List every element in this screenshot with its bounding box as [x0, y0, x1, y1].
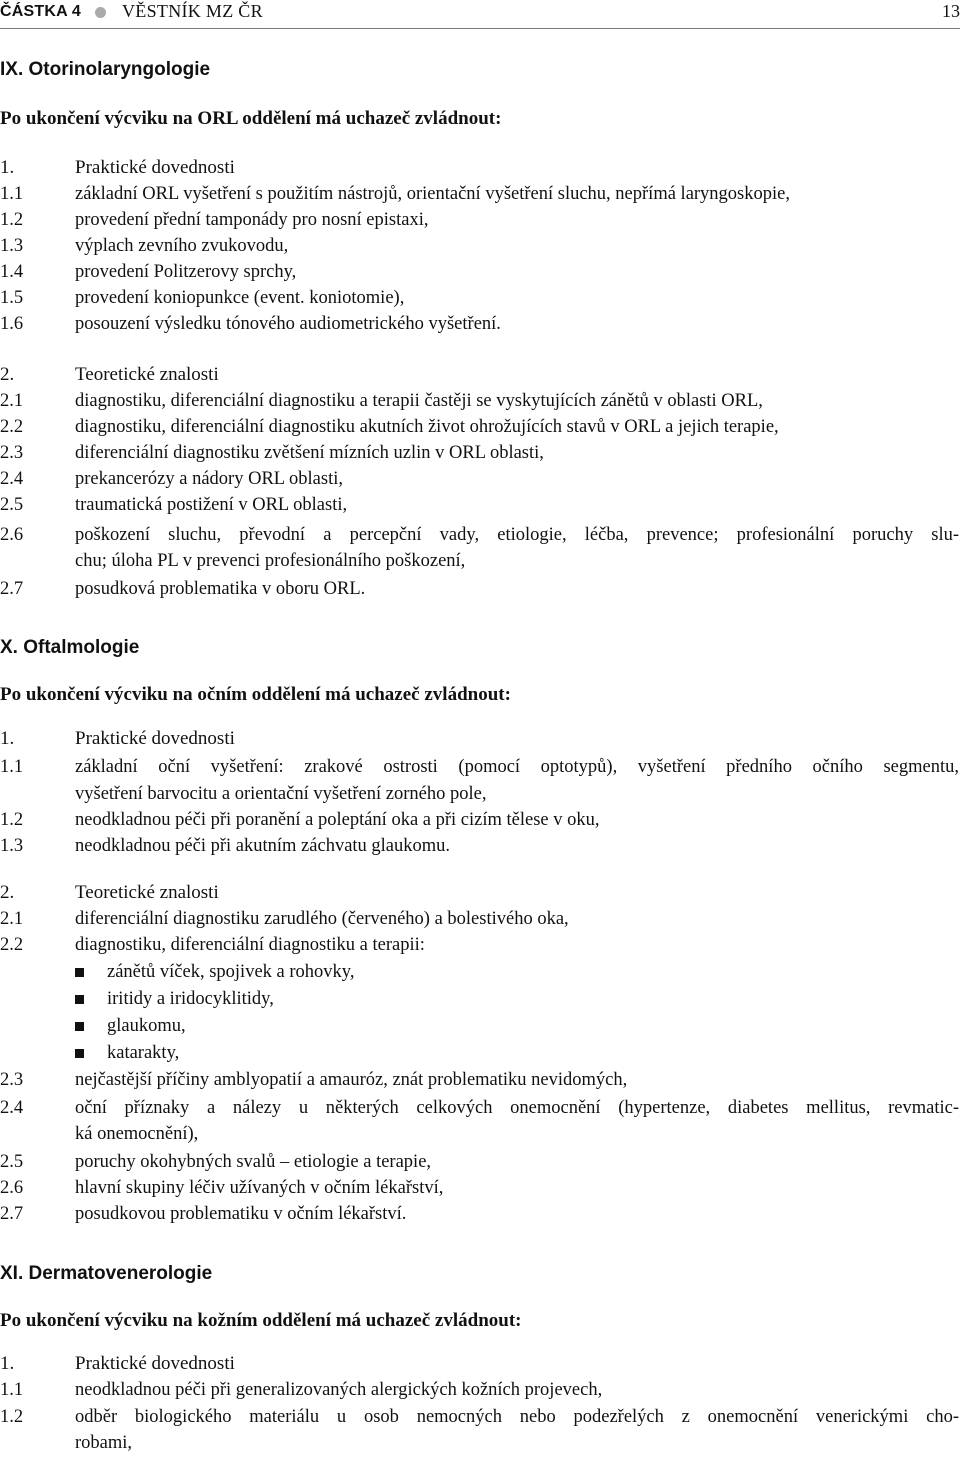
bullet-dot-icon	[95, 7, 106, 18]
list-item-continuation: chu; úloha PL v prevenci profesionálního poškození,	[75, 551, 466, 571]
list-item-continuation: robami,	[75, 1433, 133, 1453]
subsection-heading: 1. Praktické dovednosti	[0, 1353, 235, 1374]
list-item-continuation: vyšetření barvocitu a orientační vyšetření zorného pole,	[75, 784, 487, 804]
list-item: 2.7 posudková problematika v oboru ORL.	[0, 579, 366, 599]
section-title-derm: XI. Dermatovenerologie	[0, 1263, 213, 1284]
list-item: 2.3 diferenciální diagnostiku zvětšení mízních uzlin v ORL oblasti,	[0, 443, 544, 463]
section-title-oft: X. Oftalmologie	[0, 637, 140, 658]
list-item: 1.3 neodkladnou péči při akutním záchvatu glaukomu.	[0, 836, 451, 856]
list-item: 2.6 poškození sluchu, převodní a percepční vady, etiologie, léčba, prevence; profesionální poruchy slu-	[0, 525, 959, 545]
square-bullet-icon	[75, 968, 84, 977]
square-bullet-icon	[75, 1049, 84, 1058]
section-intro-oft: Po ukončení výcviku na očním oddělení má uchazeč zvládnout:	[0, 684, 511, 705]
list-item: 1.1 základní ORL vyšetření s použitím nástrojů, orientační vyšetření sluchu, nepřímá laryngoskopie,	[0, 184, 790, 204]
list-item: 2.4 oční příznaky a nálezy u některých celkových onemocnění (hypertenze, diabetes mellitus, revmatic-	[0, 1098, 959, 1118]
square-bullet-icon	[75, 1022, 84, 1031]
list-item: 1.1 základní oční vyšetření: zrakové ostrosti (pomocí optotypů), vyšetření předního očního segmentu,	[0, 757, 959, 777]
issue-number: ČÁSTKA 4	[0, 3, 82, 20]
list-item: 2.1 diagnostiku, diferenciální diagnostiku a terapii častěji se vyskytujících zánětů v oblasti ORL,	[0, 391, 763, 411]
list-item: 2.6 hlavní skupiny léčiv užívaných v očním lékařství,	[0, 1178, 444, 1198]
bullet-item: glaukomu,	[0, 1013, 960, 1039]
page-number: 13	[942, 1, 960, 21]
list-item: 1.2 neodkladnou péči při poranění a poleptání oka a při cizím tělese v oku,	[0, 810, 600, 830]
list-item: 2.7 posudkovou problematiku v očním lékařství.	[0, 1204, 407, 1224]
list-item-continuation: ká onemocnění),	[75, 1124, 199, 1144]
list-item: 2.5 poruchy okohybných svalů – etiologie a terapie,	[0, 1152, 432, 1172]
list-item: 1.2 provedení přední tamponády pro nosní epistaxi,	[0, 210, 429, 230]
page-header	[0, 0, 960, 29]
list-item: 2.3 nejčastější příčiny amblyopatií a amauróz, znát problematiku nevidomých,	[0, 1070, 628, 1090]
journal-title: VĚSTNÍK MZ ČR	[122, 1, 263, 21]
section-title-orl: IX. Otorinolaryngologie	[0, 59, 211, 80]
bullet-item: katarakty,	[0, 1040, 960, 1066]
list-item: 2.2 diagnostiku, diferenciální diagnostiku akutních život ohrožujících stavů v ORL a jejich terapie,	[0, 417, 779, 437]
list-item: 1.1 neodkladnou péči při generalizovaných alergických kožních projevech,	[0, 1380, 603, 1400]
subsection-heading: 2. Teoretické znalosti	[0, 364, 219, 385]
section-intro-derm: Po ukončení výcviku na kožním oddělení má uchazeč zvládnout:	[0, 1310, 522, 1331]
list-item: 1.3 výplach zevního zvukovodu,	[0, 236, 289, 256]
list-item: 1.4 provedení Politzerovy sprchy,	[0, 262, 297, 282]
list-item: 2.2 diagnostiku, diferenciální diagnostiku a terapii:	[0, 935, 425, 955]
list-item: 2.1 diferenciální diagnostiku zarudlého (červeného) a bolestivého oka,	[0, 909, 569, 929]
list-item: 1.5 provedení koniopunkce (event. koniotomie),	[0, 288, 405, 308]
bullet-item: iritidy a iridocyklitidy,	[0, 986, 960, 1012]
subsection-heading: 1. Praktické dovednosti	[0, 728, 235, 749]
list-item: 2.5 traumatická postižení v ORL oblasti,	[0, 495, 348, 515]
square-bullet-icon	[75, 995, 84, 1004]
list-item: 2.4 prekancerózy a nádory ORL oblasti,	[0, 469, 343, 489]
subsection-heading: 1. Praktické dovednosti	[0, 157, 235, 178]
section-intro-orl: Po ukončení výcviku na ORL oddělení má uchazeč zvládnout:	[0, 108, 502, 129]
subsection-heading: 2. Teoretické znalosti	[0, 882, 219, 903]
list-item: 1.2 odběr biologického materiálu u osob nemocných nebo podezřelých z onemocnění venerickými cho-	[0, 1407, 959, 1427]
list-item: 1.6 posouzení výsledku tónového audiometrického vyšetření.	[0, 314, 501, 334]
bullet-item: zánětů víček, spojivek a rohovky,	[0, 959, 960, 985]
